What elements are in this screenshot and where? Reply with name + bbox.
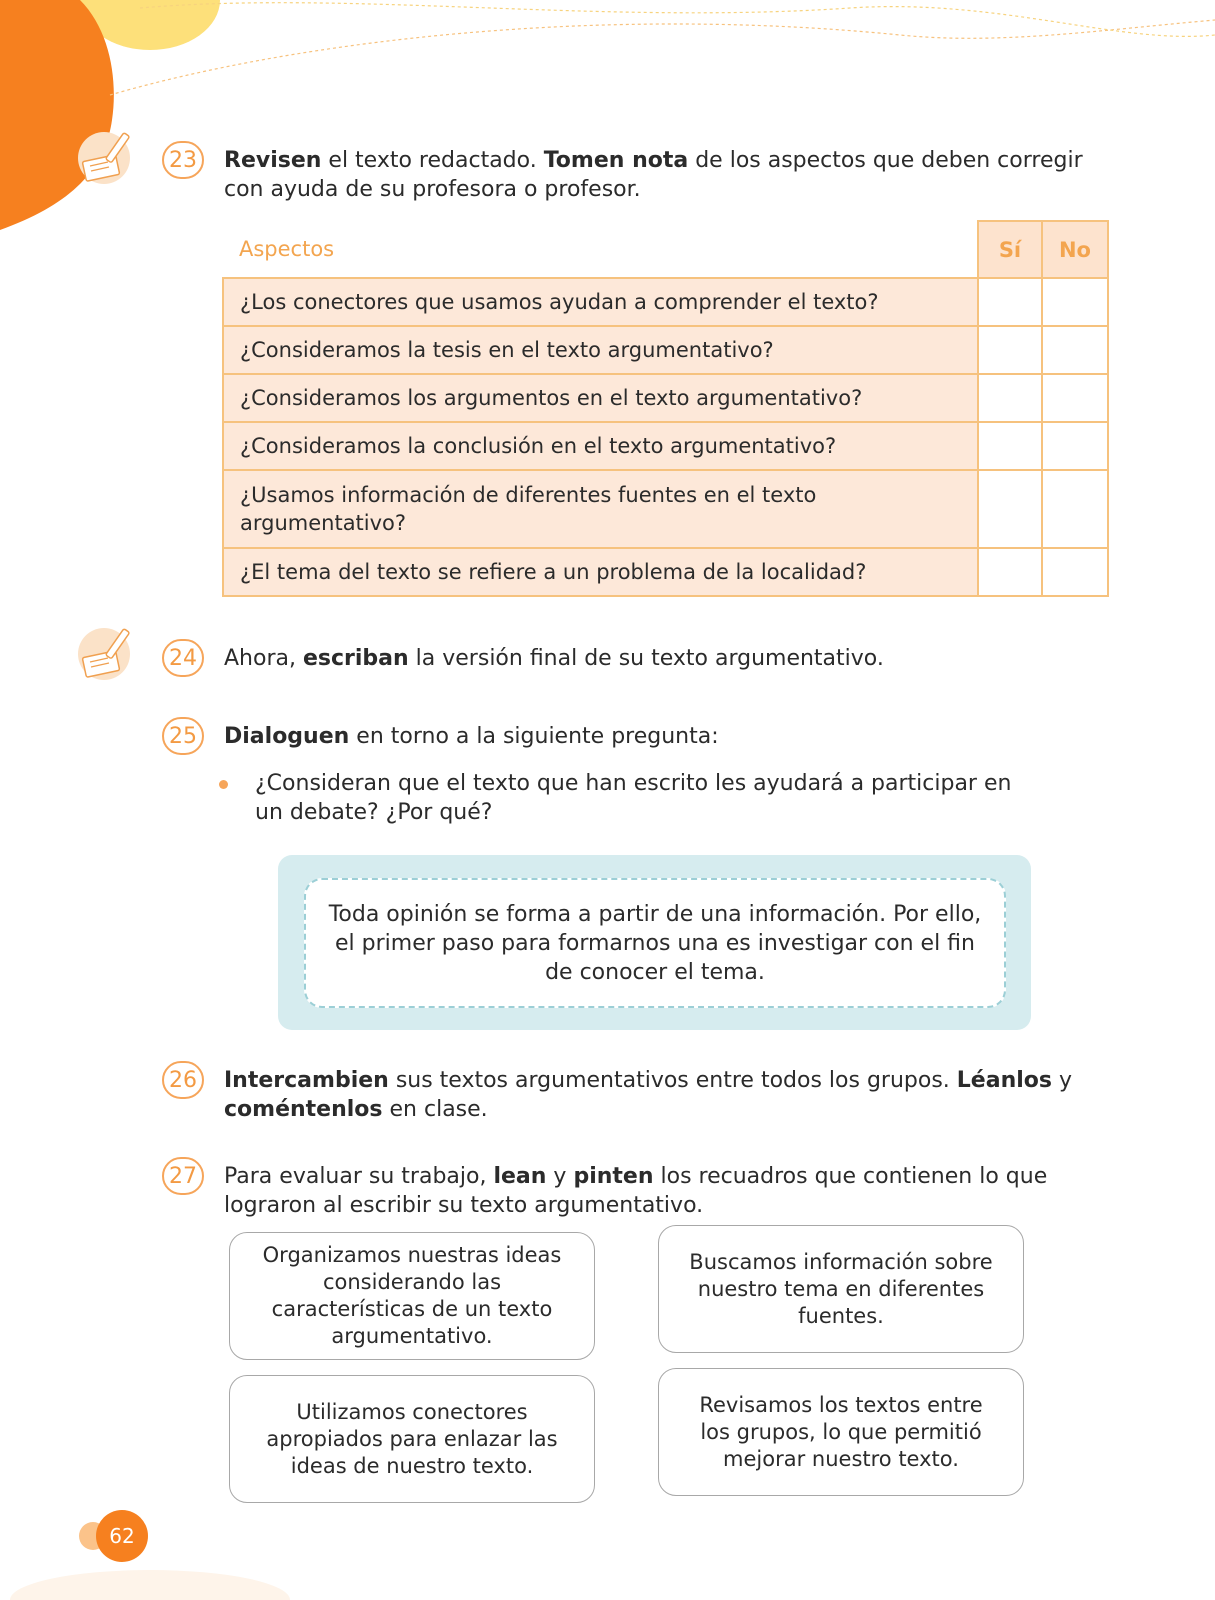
activity-24-instructions: Ahora, escriban la versión final de su texto argumentativo.: [224, 646, 884, 671]
activity-number-23: 23: [162, 141, 204, 179]
yes-checkbox-cell[interactable]: [978, 422, 1042, 470]
yes-checkbox-cell[interactable]: [978, 278, 1042, 326]
discussion-question: ¿Consideran que el texto que han escrito les ayudará a participar en un debate? ¿Por qué?: [255, 771, 1012, 825]
achievement-card[interactable]: Buscamos información sobre nuestro tema en diferentes fuentes.: [658, 1225, 1024, 1353]
activity-number-24: 24: [162, 639, 204, 677]
info-note: Toda opinión se forma a partir de una información. Por ello, el primer paso para formarnos una es investigar con el fin de conocer el tema.: [304, 878, 1006, 1008]
review-checklist-table: [222, 220, 1109, 597]
no-checkbox-cell[interactable]: [1042, 278, 1108, 326]
no-checkbox-cell[interactable]: [1042, 422, 1108, 470]
table-row-question: ¿Los conectores que usamos ayudan a comprender el texto?: [223, 278, 978, 326]
no-checkbox-cell[interactable]: [1042, 326, 1108, 374]
page-number: 62: [96, 1510, 148, 1562]
achievement-card[interactable]: Revisamos los textos entre los grupos, lo que permitió mejorar nuestro texto.: [658, 1368, 1024, 1496]
writing-icon: [78, 130, 140, 188]
bullet-dot: [219, 780, 228, 789]
header-no: No: [1042, 221, 1108, 278]
table-row-question: ¿Usamos información de diferentes fuentes en el texto argumentativo?: [223, 470, 978, 548]
no-checkbox-cell[interactable]: [1042, 548, 1108, 596]
yes-checkbox-cell[interactable]: [978, 470, 1042, 548]
achievement-card[interactable]: Utilizamos conectores apropiados para enlazar las ideas de nuestro texto.: [229, 1375, 595, 1503]
table-row-question: ¿El tema del texto se refiere a un problema de la localidad?: [223, 548, 978, 596]
activity-25-instructions: Dialoguen en torno a la siguiente pregunta:: [224, 724, 719, 749]
activity-number-27: 27: [162, 1157, 204, 1195]
activity-number-26: 26: [162, 1061, 204, 1099]
activity-number-25: 25: [162, 717, 204, 755]
activity-27-instructions: Para evaluar su trabajo, lean y pinten los recuadros que contienen lo que lograron al escribir su texto argumentativo.: [224, 1164, 1048, 1218]
achievement-card[interactable]: Organizamos nuestras ideas considerando las características de un texto argumentativo.: [229, 1232, 595, 1360]
table-row-question: ¿Consideramos la conclusión en el texto argumentativo?: [223, 422, 978, 470]
no-checkbox-cell[interactable]: [1042, 374, 1108, 422]
header-yes: Sí: [978, 221, 1042, 278]
yes-checkbox-cell[interactable]: [978, 548, 1042, 596]
writing-icon: [78, 626, 140, 684]
yes-checkbox-cell[interactable]: [978, 326, 1042, 374]
header-aspects: Aspectos: [223, 221, 978, 278]
no-checkbox-cell[interactable]: [1042, 470, 1108, 548]
activity-23-instructions: Revisen el texto redactado. Tomen nota de los aspectos que deben corregir con ayuda de su profesora o profesor.: [224, 148, 1083, 202]
activity-26-instructions: Intercambien sus textos argumentativos entre todos los grupos. Léanlos y coméntenlos en clase.: [224, 1068, 1072, 1122]
table-row-question: ¿Consideramos los argumentos en el texto argumentativo?: [223, 374, 978, 422]
table-row-question: ¿Consideramos la tesis en el texto argumentativo?: [223, 326, 978, 374]
yes-checkbox-cell[interactable]: [978, 374, 1042, 422]
